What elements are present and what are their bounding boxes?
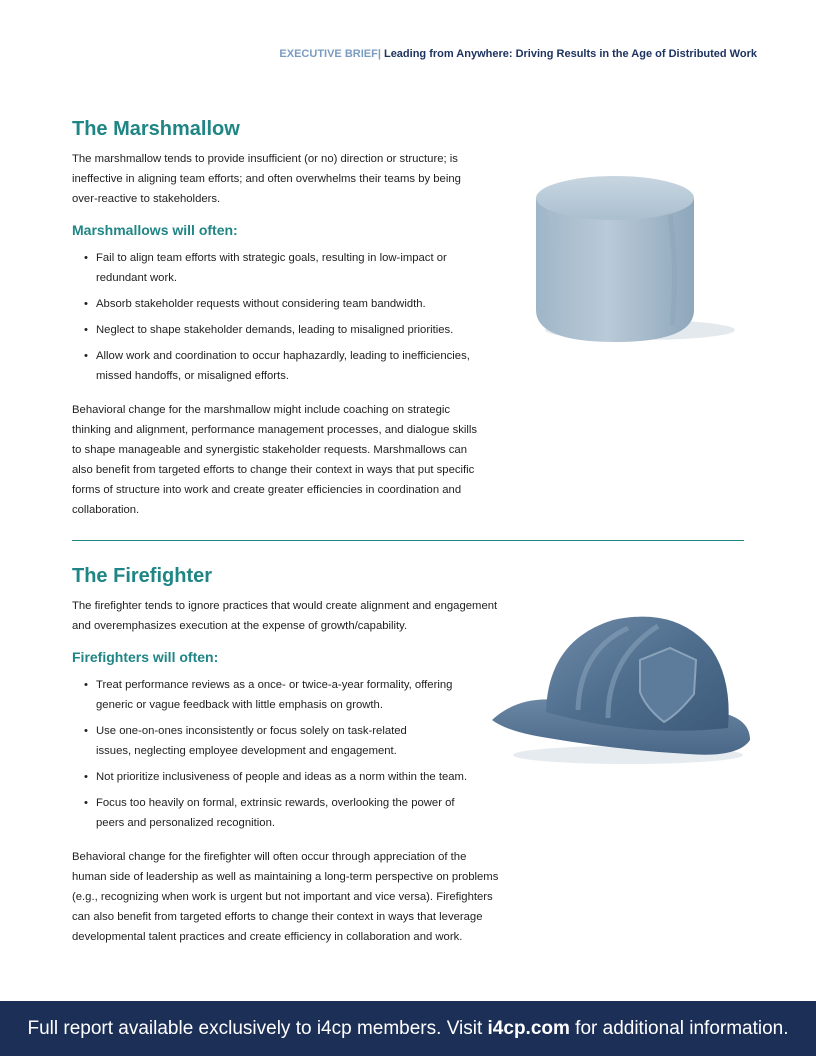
- footer-link[interactable]: i4cp.com: [487, 1017, 570, 1039]
- header-brief-label: EXECUTIVE BRIEF: [279, 48, 378, 60]
- marshmallow-section: [72, 118, 502, 520]
- firefighter-section: [72, 565, 517, 947]
- firefighter-bullet-list: [72, 675, 517, 833]
- footer-text-after: for additional information.: [569, 1017, 789, 1039]
- header-title: Leading from Anywhere: Driving Results in the Age of Distributed Work: [383, 48, 757, 60]
- marshmallow-closing-paragraph: Behavioral change for the marshmallow might include coaching on strategic thinking and alignment, performance management processes, and dialogue skills to shape manageable and synergistic stakeholder requests. Marshmallows can also benefit from targeted efforts to change their context in ways that put specific forms of structure into work and create greater efficiencies in coordination and collaboration.: [72, 404, 478, 516]
- firefighter-closing-paragraph: Behavioral change for the firefighter will often occur through appreciation of the human side of leadership as well as maintaining a long-term perspective on problems (e.g., recognizing when work is urgent but not important and vice versa). Firefighters can also benefit from targeted efforts to change their context in ways that leverage developmental talent practices and create efficiency in collaboration and work.: [72, 851, 499, 943]
- list-item: • Treat performance reviews as a once- or twice-a-year formality, offering generic or vague feedback with little emphasis on growth.: [72, 675, 517, 715]
- marshmallow-subheading: Marshmallows will often:: [72, 222, 238, 238]
- marshmallow-intro: The marshmallow tends to provide insufficient (or no) direction or structure; is ineffective in aligning team efforts; and often overwhelms their teams by being over-reactive to stakeholders.: [72, 153, 461, 205]
- list-item: • Neglect to shape stakeholder demands, leading to misaligned priorities.: [72, 320, 502, 340]
- list-item: • Use one-on-ones inconsistently or focus solely on task-related issues, neglecting employee development and engagement.: [72, 721, 517, 761]
- header-separator: |: [377, 48, 381, 60]
- list-item: • Fail to align team efforts with strategic goals, resulting in low-impact or redundant work.: [72, 248, 502, 288]
- marshmallow-heading: The Marshmallow: [72, 118, 240, 140]
- section-divider: [72, 540, 744, 541]
- list-item: • Allow work and coordination to occur haphazardly, leading to inefficiencies, missed handoffs, or misaligned efforts.: [72, 346, 502, 386]
- firefighter-subheading: Firefighters will often:: [72, 649, 219, 665]
- list-item: • Absorb stakeholder requests without considering team bandwidth.: [72, 294, 502, 314]
- firefighter-intro: The firefighter tends to ignore practices that would create alignment and engagement and overemphasizes execution at the expense of growth/capability.: [72, 600, 498, 632]
- firefighter-helmet-illustration: [488, 600, 758, 770]
- footer-banner: [0, 1001, 816, 1056]
- list-item: • Focus too heavily on formal, extrinsic rewards, overlooking the power of peers and personalized recognition.: [72, 793, 517, 833]
- footer-text-before: Full report available exclusively to i4cp members. Visit: [27, 1017, 488, 1039]
- list-item: • Not prioritize inclusiveness of people and ideas as a norm within the team.: [72, 767, 517, 787]
- page-header: [279, 48, 757, 60]
- firefighter-heading: The Firefighter: [72, 565, 213, 587]
- marshmallow-illustration: [520, 160, 740, 350]
- marshmallow-bullet-list: [72, 248, 502, 386]
